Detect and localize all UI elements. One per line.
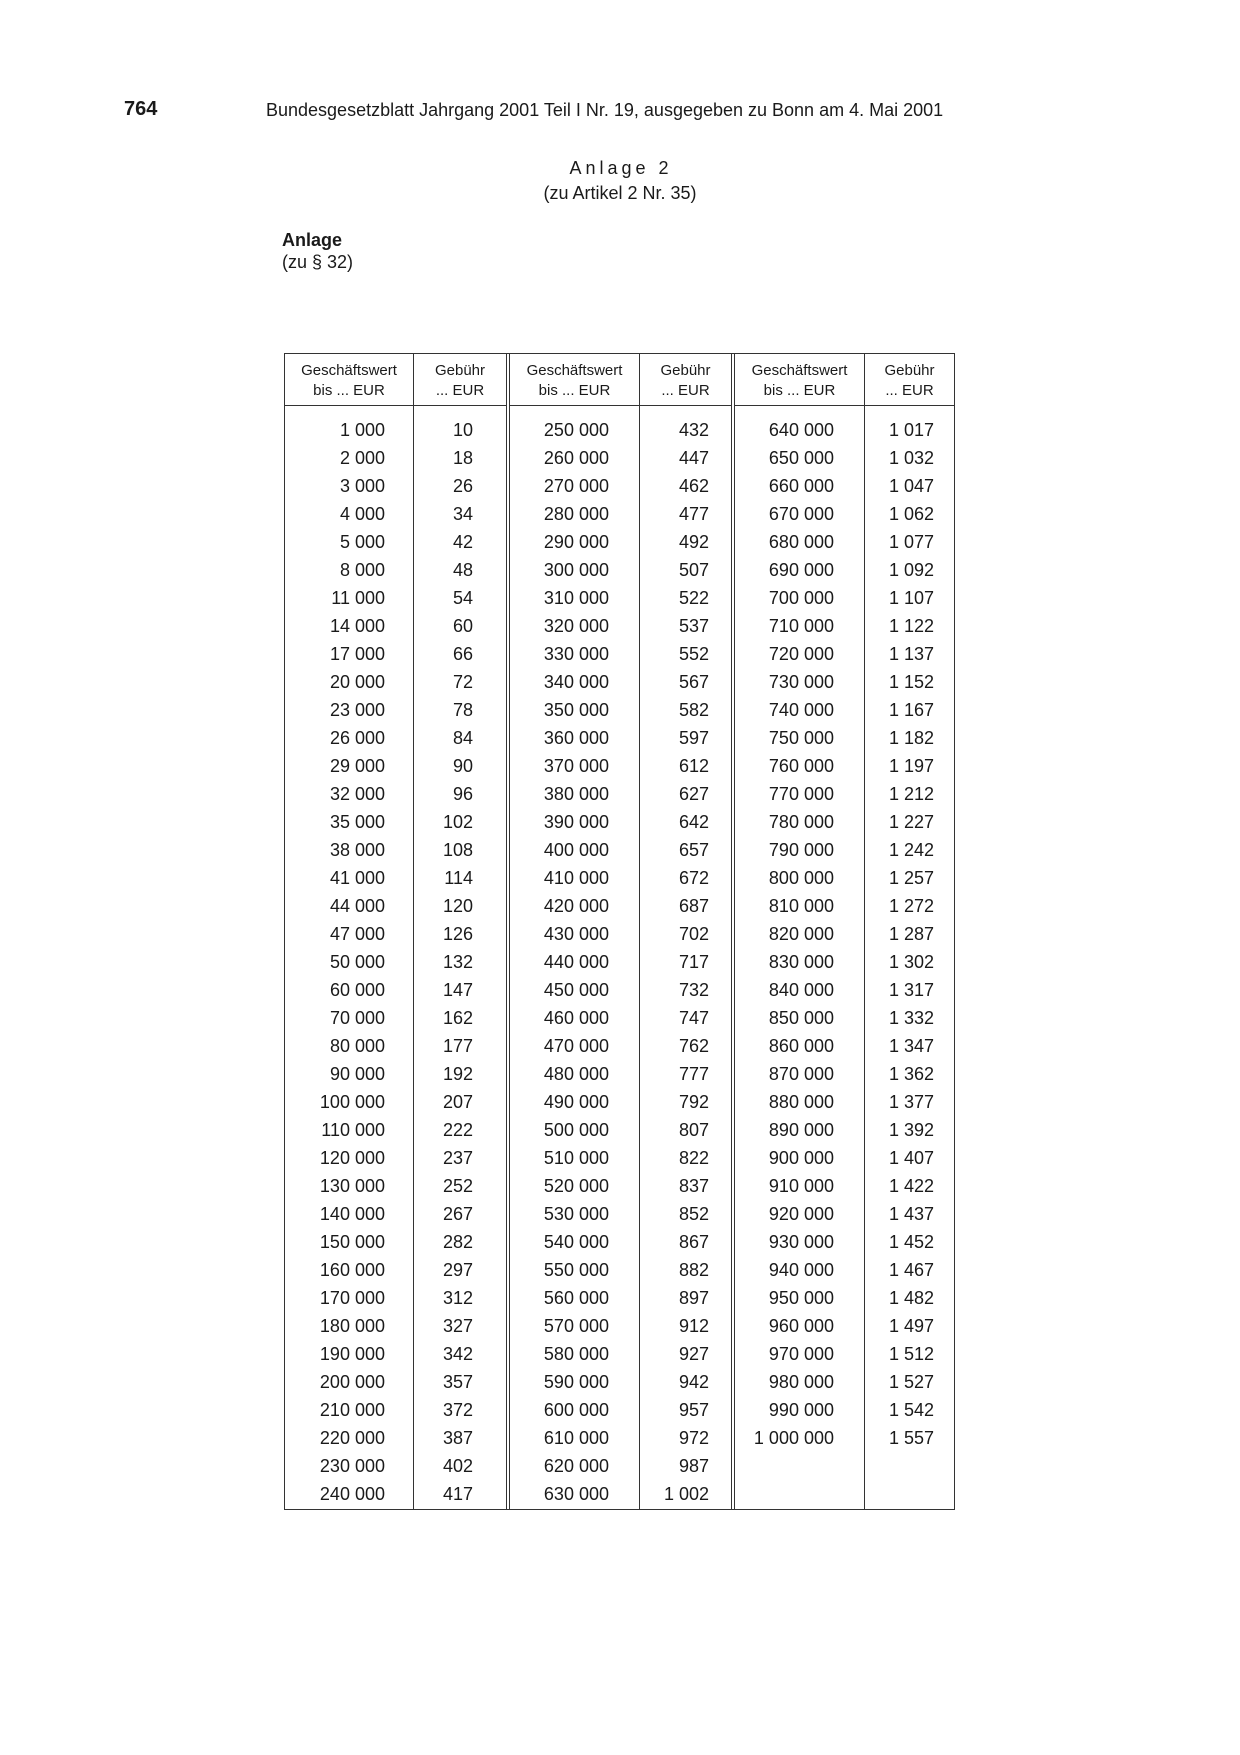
appendix-title: Anlage 2 [569, 158, 673, 178]
table-cell: 717 [678, 952, 709, 972]
table-cell: 972 [678, 1428, 709, 1448]
table-cell: 114 [444, 868, 473, 888]
table-cell: 120 [442, 896, 473, 916]
table-cell: 927 [678, 1344, 709, 1364]
table-cell: 170 000 [319, 1288, 385, 1308]
table-cell: 10 [452, 420, 473, 440]
table-cell: 852 [678, 1204, 709, 1224]
value-header-line1: Geschäftswert [751, 362, 848, 379]
fee-column-body [865, 416, 954, 1452]
table-cell: 732 [678, 980, 709, 1000]
table-cell: 14 000 [329, 616, 385, 636]
fee-header-line2: ... EUR [885, 382, 934, 399]
table-cell: 54 [452, 588, 473, 608]
table-cell: 510 000 [543, 1148, 609, 1168]
table-cell: 807 [678, 1120, 709, 1140]
appendix-reference: (zu Artikel 2 Nr. 35) [543, 183, 697, 203]
table-cell: 400 000 [543, 840, 609, 860]
table-cell: 867 [678, 1232, 709, 1252]
table-cell: 1 092 [888, 560, 934, 580]
table-cell: 970 000 [768, 1344, 834, 1364]
table-cell: 1 000 [339, 420, 385, 440]
table-cell: 177 [442, 1036, 473, 1056]
table-cell: 810 000 [768, 896, 834, 916]
table-cell: 1 452 [888, 1232, 934, 1252]
table-cell: 1 137 [888, 644, 934, 664]
table-cell: 640 000 [768, 420, 834, 440]
table-cell: 710 000 [768, 616, 834, 636]
table-cell: 78 [452, 700, 473, 720]
table-cell: 520 000 [543, 1176, 609, 1196]
table-cell: 800 000 [768, 868, 834, 888]
fee-column-header [865, 354, 954, 406]
value-column-2 [510, 354, 640, 1509]
table-cell: 530 000 [543, 1204, 609, 1224]
table-cell: 830 000 [768, 952, 834, 972]
value-header-line1: Geschäftswert [526, 362, 623, 379]
table-cell: 500 000 [543, 1120, 609, 1140]
table-cell: 1 242 [888, 840, 934, 860]
table-cell: 890 000 [768, 1120, 834, 1140]
table-cell: 84 [452, 728, 473, 748]
table-cell: 180 000 [319, 1316, 385, 1336]
table-cell: 18 [452, 448, 473, 468]
table-cell: 1 392 [888, 1120, 934, 1140]
table-cell: 660 000 [768, 476, 834, 496]
table-cell: 60 000 [329, 980, 385, 1000]
table-cell: 432 [678, 420, 709, 440]
value-column-body [735, 416, 864, 1452]
table-cell: 120 000 [319, 1148, 385, 1168]
table-cell: 70 000 [329, 1008, 385, 1028]
table-cell: 560 000 [543, 1288, 609, 1308]
table-cell: 550 000 [543, 1260, 609, 1280]
table-cell: 312 [442, 1288, 473, 1308]
table-cell: 1 167 [888, 700, 934, 720]
table-cell: 1 107 [888, 588, 934, 608]
table-cell: 507 [678, 560, 709, 580]
value-column-header [735, 354, 864, 406]
table-cell: 420 000 [543, 896, 609, 916]
table-cell: 207 [442, 1092, 473, 1112]
table-cell: 990 000 [768, 1400, 834, 1420]
table-cell: 942 [678, 1372, 709, 1392]
table-cell: 480 000 [543, 1064, 609, 1084]
table-cell: 237 [442, 1148, 473, 1168]
table-cell: 430 000 [543, 924, 609, 944]
table-cell: 1 377 [888, 1092, 934, 1112]
table-cell: 570 000 [543, 1316, 609, 1336]
table-cell: 310 000 [543, 588, 609, 608]
fee-header-line1: Gebühr [660, 362, 711, 379]
table-cell: 5 000 [339, 532, 385, 552]
table-cell: 882 [678, 1260, 709, 1280]
table-cell: 210 000 [319, 1400, 385, 1420]
table-cell: 650 000 [768, 448, 834, 468]
table-cell: 1 422 [888, 1176, 934, 1196]
table-cell: 340 000 [543, 672, 609, 692]
table-cell: 320 000 [543, 616, 609, 636]
table-cell: 250 000 [543, 420, 609, 440]
table-cell: 880 000 [768, 1092, 834, 1112]
table-cell: 700 000 [768, 588, 834, 608]
table-cell: 447 [678, 448, 709, 468]
table-cell: 450 000 [543, 980, 609, 1000]
table-cell: 110 000 [321, 1120, 385, 1140]
fee-header-line1: Gebühr [434, 362, 486, 379]
fee-column-1 [414, 354, 510, 1509]
table-cell: 780 000 [768, 812, 834, 832]
table-cell: 490 000 [543, 1092, 609, 1112]
table-cell: 940 000 [768, 1260, 834, 1280]
table-cell: 50 000 [329, 952, 385, 972]
value-header-line1: Geschäftswert [301, 362, 397, 379]
table-cell: 72 [452, 672, 473, 692]
table-cell: 1 407 [888, 1148, 934, 1168]
table-cell: 610 000 [543, 1428, 609, 1448]
table-cell: 357 [442, 1372, 473, 1392]
table-cell: 620 000 [543, 1456, 609, 1476]
table-cell: 822 [678, 1148, 709, 1168]
table-cell: 690 000 [768, 560, 834, 580]
table-cell: 1 002 [663, 1484, 709, 1504]
table-cell: 220 000 [319, 1428, 385, 1448]
table-cell: 1 332 [888, 1008, 934, 1028]
table-cell: 26 [452, 476, 473, 496]
table-cell: 1 302 [888, 952, 934, 972]
table-cell: 132 [442, 952, 473, 972]
value-column-1 [285, 354, 414, 1509]
table-cell: 747 [678, 1008, 709, 1028]
appendix-sub-reference: (zu § 32) [282, 252, 354, 272]
table-cell: 580 000 [543, 1344, 609, 1364]
fee-column-header [414, 354, 506, 406]
fee-header-line2: ... EUR [661, 382, 710, 399]
table-cell: 1 557 [888, 1428, 934, 1448]
table-cell: 1 197 [888, 756, 934, 776]
page-number: 764 [124, 98, 158, 120]
table-cell: 627 [678, 784, 709, 804]
table-cell: 390 000 [543, 812, 609, 832]
value-header-line2: bis ... EUR [538, 382, 611, 399]
table-cell: 642 [678, 812, 709, 832]
table-cell: 327 [442, 1316, 473, 1336]
table-cell: 4 000 [339, 504, 385, 524]
appendix-label: Anlage [282, 230, 343, 250]
table-cell: 2 000 [339, 448, 385, 468]
table-cell: 1 077 [888, 532, 934, 552]
table-cell: 297 [442, 1260, 473, 1280]
table-cell: 1 032 [888, 448, 934, 468]
table-cell: 34 [452, 504, 473, 524]
table-cell: 770 000 [768, 784, 834, 804]
table-cell: 522 [678, 588, 709, 608]
value-column-header [510, 354, 639, 406]
table-cell: 730 000 [768, 672, 834, 692]
table-cell: 552 [678, 644, 709, 664]
running-head: Bundesgesetzblatt Jahrgang 2001 Teil I Nr. 19, ausgegeben zu Bonn am 4. Mai 2001 [266, 100, 944, 120]
table-cell: 840 000 [768, 980, 834, 1000]
table-cell: 147 [442, 980, 473, 1000]
table-cell: 350 000 [543, 700, 609, 720]
table-cell: 1 047 [888, 476, 934, 496]
table-cell: 260 000 [543, 448, 609, 468]
table-cell: 1 017 [888, 420, 934, 440]
table-cell: 612 [678, 756, 709, 776]
fee-column-header [640, 354, 731, 406]
fee-column-body [414, 416, 506, 1508]
table-cell: 8 000 [339, 560, 385, 580]
table-cell: 860 000 [768, 1036, 834, 1056]
table-cell: 252 [442, 1176, 473, 1196]
fee-column-3 [865, 354, 954, 1509]
table-cell: 162 [442, 1008, 473, 1028]
table-cell: 750 000 [768, 728, 834, 748]
table-cell: 850 000 [768, 1008, 834, 1028]
table-cell: 762 [678, 1036, 709, 1056]
table-cell: 222 [442, 1120, 473, 1140]
table-cell: 910 000 [768, 1176, 834, 1196]
table-cell: 380 000 [543, 784, 609, 804]
table-cell: 777 [678, 1064, 709, 1084]
table-cell: 26 000 [329, 728, 385, 748]
table-cell: 462 [678, 476, 709, 496]
table-cell: 680 000 [768, 532, 834, 552]
table-cell: 1 227 [888, 812, 934, 832]
table-cell: 790 000 [768, 840, 834, 860]
table-cell: 1 437 [888, 1204, 934, 1224]
table-cell: 1 512 [888, 1344, 934, 1364]
table-cell: 96 [452, 784, 473, 804]
table-cell: 590 000 [543, 1372, 609, 1392]
table-cell: 720 000 [768, 644, 834, 664]
table-cell: 80 000 [329, 1036, 385, 1056]
table-cell: 35 000 [329, 812, 385, 832]
table-cell: 987 [678, 1456, 709, 1476]
table-cell: 1 542 [888, 1400, 934, 1420]
table-cell: 417 [442, 1484, 473, 1504]
table-cell: 90 [452, 756, 473, 776]
table-cell: 66 [452, 644, 473, 664]
table-cell: 372 [442, 1400, 473, 1420]
table-cell: 760 000 [768, 756, 834, 776]
table-cell: 820 000 [768, 924, 834, 944]
table-cell: 492 [678, 532, 709, 552]
value-column-body [285, 416, 413, 1508]
table-cell: 897 [678, 1288, 709, 1308]
table-cell: 567 [678, 672, 709, 692]
table-cell: 1 482 [888, 1288, 934, 1308]
table-cell: 3 000 [339, 476, 385, 496]
table-cell: 792 [678, 1092, 709, 1112]
table-cell: 582 [678, 700, 709, 720]
table-cell: 47 000 [329, 924, 385, 944]
table-cell: 280 000 [543, 504, 609, 524]
value-column-header [285, 354, 413, 406]
table-cell: 597 [678, 728, 709, 748]
table-cell: 410 000 [543, 868, 609, 888]
table-cell: 42 [452, 532, 473, 552]
table-cell: 1 122 [888, 616, 934, 636]
table-cell: 360 000 [543, 728, 609, 748]
table-cell: 1 257 [888, 868, 934, 888]
table-cell: 870 000 [768, 1064, 834, 1084]
table-cell: 140 000 [319, 1204, 385, 1224]
table-cell: 240 000 [319, 1484, 385, 1504]
table-cell: 90 000 [329, 1064, 385, 1084]
table-cell: 150 000 [319, 1232, 385, 1252]
table-cell: 23 000 [329, 700, 385, 720]
table-cell: 1 467 [888, 1260, 934, 1280]
table-cell: 657 [678, 840, 709, 860]
table-cell: 672 [678, 868, 709, 888]
fee-column-body [640, 416, 731, 1508]
table-cell: 48 [452, 560, 473, 580]
table-cell: 130 000 [319, 1176, 385, 1196]
fee-table [284, 353, 955, 1510]
table-cell: 912 [678, 1316, 709, 1336]
table-cell: 192 [442, 1064, 473, 1084]
table-cell: 100 000 [319, 1092, 385, 1112]
table-cell: 930 000 [768, 1232, 834, 1252]
table-cell: 837 [678, 1176, 709, 1196]
table-cell: 267 [442, 1204, 473, 1224]
table-cell: 630 000 [543, 1484, 609, 1504]
table-cell: 1 497 [888, 1316, 934, 1336]
table-cell: 540 000 [543, 1232, 609, 1252]
table-cell: 290 000 [543, 532, 609, 552]
table-cell: 1 347 [888, 1036, 934, 1056]
table-cell: 60 [452, 616, 473, 636]
table-cell: 402 [442, 1456, 473, 1476]
table-cell: 1 182 [888, 728, 934, 748]
table-cell: 20 000 [329, 672, 385, 692]
table-cell: 1 212 [888, 784, 934, 804]
table-cell: 600 000 [543, 1400, 609, 1420]
table-cell: 300 000 [543, 560, 609, 580]
table-cell: 900 000 [768, 1148, 834, 1168]
table-cell: 330 000 [543, 644, 609, 664]
table-cell: 270 000 [543, 476, 609, 496]
table-cell: 537 [678, 616, 709, 636]
table-cell: 440 000 [543, 952, 609, 972]
table-cell: 957 [678, 1400, 709, 1420]
table-cell: 38 000 [329, 840, 385, 860]
value-header-line2: bis ... EUR [313, 382, 385, 399]
table-cell: 1 152 [888, 672, 934, 692]
table-cell: 370 000 [543, 756, 609, 776]
table-cell: 44 000 [329, 896, 385, 916]
table-cell: 460 000 [543, 1008, 609, 1028]
value-column-3 [735, 354, 865, 1509]
table-cell: 670 000 [768, 504, 834, 524]
table-cell: 702 [678, 924, 709, 944]
value-column-body [510, 416, 639, 1508]
table-cell: 342 [442, 1344, 473, 1364]
value-header-line2: bis ... EUR [763, 382, 836, 399]
table-cell: 920 000 [768, 1204, 834, 1224]
table-cell: 477 [678, 504, 709, 524]
table-cell: 387 [442, 1428, 473, 1448]
table-cell: 102 [442, 812, 473, 832]
table-cell: 230 000 [319, 1456, 385, 1476]
table-cell: 1 062 [888, 504, 934, 524]
table-cell: 980 000 [768, 1372, 834, 1392]
fee-header-line1: Gebühr [884, 362, 935, 379]
table-cell: 17 000 [329, 644, 385, 664]
table-cell: 200 000 [319, 1372, 385, 1392]
table-cell: 1 317 [888, 980, 934, 1000]
table-cell: 740 000 [768, 700, 834, 720]
table-cell: 29 000 [329, 756, 385, 776]
table-cell: 1 272 [888, 896, 934, 916]
table-cell: 470 000 [543, 1036, 609, 1056]
table-cell: 11 000 [331, 588, 385, 608]
table-cell: 1 000 000 [753, 1428, 834, 1448]
table-cell: 108 [442, 840, 473, 860]
table-cell: 1 527 [888, 1372, 934, 1392]
table-cell: 950 000 [768, 1288, 834, 1308]
table-cell: 126 [442, 924, 473, 944]
table-cell: 1 362 [888, 1064, 934, 1084]
table-cell: 160 000 [319, 1260, 385, 1280]
table-cell: 282 [442, 1232, 473, 1252]
table-cell: 960 000 [768, 1316, 834, 1336]
table-cell: 1 287 [888, 924, 934, 944]
table-cell: 687 [678, 896, 709, 916]
table-cell: 41 000 [329, 868, 385, 888]
table-cell: 32 000 [329, 784, 385, 804]
fee-header-line2: ... EUR [435, 382, 485, 399]
fee-column-2 [640, 354, 735, 1509]
table-cell: 190 000 [319, 1344, 385, 1364]
